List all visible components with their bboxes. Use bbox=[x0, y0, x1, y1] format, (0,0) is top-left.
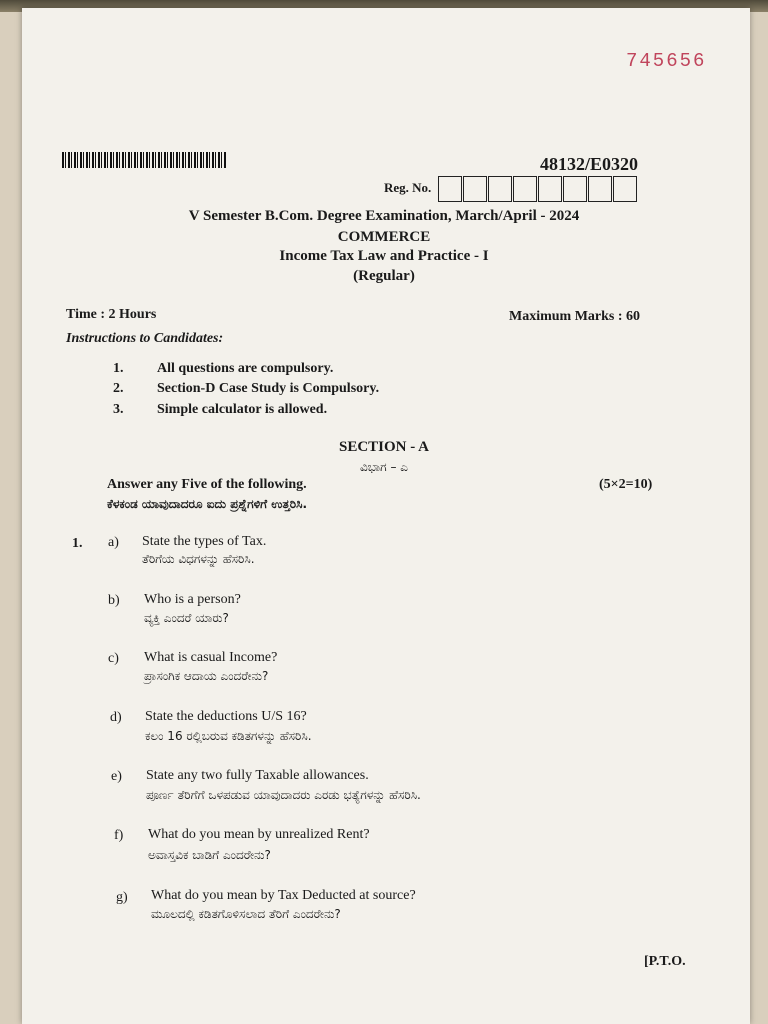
reg-no-label: Reg. No. bbox=[384, 180, 432, 195]
reg-box bbox=[463, 176, 487, 202]
instruction-number: 3. bbox=[113, 402, 124, 417]
subquestion-text: What do you mean by Tax Deducted at source? bbox=[151, 888, 416, 903]
section-title: SECTION - A bbox=[338, 439, 430, 455]
subquestion-label: a) bbox=[108, 535, 119, 550]
subquestion-text: What is casual Income? bbox=[144, 650, 278, 665]
subquestion-text-kannada: ಅವಾಸ್ತವಿಕ ಬಾಡಿಗೆ ಎಂದರೇನು? bbox=[148, 848, 271, 862]
subquestion-text-kannada: ಪೂರ್ಣ ತೆರಿಗೆಗೆ ಒಳಪಡುವ ಯಾವುದಾದರು ಎರಡು ಭತ್ಯೆಗಳನ್ನು ಹೆಸರಿಸಿ. bbox=[146, 788, 421, 802]
instruction-text: Simple calculator is allowed. bbox=[157, 402, 328, 417]
instruction-text: All questions are compulsory. bbox=[157, 361, 334, 376]
please-turn-over: [P.T.O. bbox=[644, 954, 686, 969]
subquestion-label: f) bbox=[114, 828, 124, 843]
subquestion-label: b) bbox=[108, 593, 120, 608]
reg-box bbox=[513, 176, 537, 202]
section-title-kannada: ವಿಭಾಗ – ಎ bbox=[360, 460, 408, 474]
subquestion-text: State the types of Tax. bbox=[142, 534, 267, 549]
subquestion-text-kannada: ಮೂಲದಲ್ಲಿ ಕಡಿತಗೊಳಿಸಲಾದ ತೆರಿಗೆ ಎಂದರೇನು? bbox=[151, 907, 341, 921]
time-allowed: Time : 2 Hours bbox=[66, 307, 157, 322]
reg-box bbox=[538, 176, 562, 202]
paper-mode: (Regular) bbox=[353, 268, 415, 284]
serial-number: 745656 bbox=[626, 50, 707, 72]
subquestion-label: d) bbox=[110, 710, 122, 725]
subquestion-text: Who is a person? bbox=[144, 592, 241, 607]
subquestion-text-kannada: ತೆರಿಗೆಯ ವಿಧಗಳನ್ನು ಹೆಸರಿಸಿ. bbox=[142, 552, 255, 566]
barcode bbox=[62, 152, 226, 168]
subquestion-text-kannada: ಪ್ರಾಸಂಗಿಕ ಆದಾಯ ಎಂದರೇನು? bbox=[144, 669, 269, 683]
subquestion-text-kannada: ಕಲಂ 16 ರಲ್ಲಿಬರುವ ಕಡಿತಗಳನ್ನು ಹೆಸರಿಸಿ. bbox=[145, 729, 312, 743]
instructions-heading: Instructions to Candidates: bbox=[66, 331, 224, 346]
instruction-number: 2. bbox=[113, 381, 124, 396]
instruction-text: Section-D Case Study is Compulsory. bbox=[157, 381, 380, 396]
subquestion-text: State any two fully Taxable allowances. bbox=[146, 768, 369, 783]
exam-title: V Semester B.Com. Degree Examination, March/April - 2024 bbox=[188, 208, 580, 224]
reg-box bbox=[438, 176, 462, 202]
reg-box bbox=[613, 176, 637, 202]
subquestion-label: c) bbox=[108, 651, 119, 666]
subject: COMMERCE bbox=[337, 229, 431, 245]
reg-box bbox=[563, 176, 587, 202]
subquestion-text: What do you mean by unrealized Rent? bbox=[148, 827, 370, 842]
maximum-marks: Maximum Marks : 60 bbox=[509, 309, 641, 324]
paper-name: Income Tax Law and Practice - I bbox=[279, 248, 489, 264]
paper-code: 48132/E0320 bbox=[540, 154, 639, 174]
subquestion-text: State the deductions U/S 16? bbox=[145, 709, 307, 724]
subquestion-label: e) bbox=[111, 769, 122, 784]
section-directive: Answer any Five of the following. bbox=[107, 477, 307, 492]
subquestion-label: g) bbox=[116, 890, 128, 905]
instruction-number: 1. bbox=[113, 361, 124, 376]
reg-box bbox=[488, 176, 512, 202]
subquestion-text-kannada: ವ್ಯಕ್ತಿ ಎಂದರೆ ಯಾರು? bbox=[144, 611, 229, 625]
section-directive-kannada: ಕೆಳಕಂಡ ಯಾವುದಾದರೂ ಐದು ಪ್ರಶ್ನೆಗಳಿಗೆ ಉತ್ತರಿಸಿ. bbox=[107, 497, 308, 511]
section-marks: (5×2=10) bbox=[599, 477, 653, 492]
question-number: 1. bbox=[72, 536, 83, 551]
reg-box bbox=[588, 176, 612, 202]
